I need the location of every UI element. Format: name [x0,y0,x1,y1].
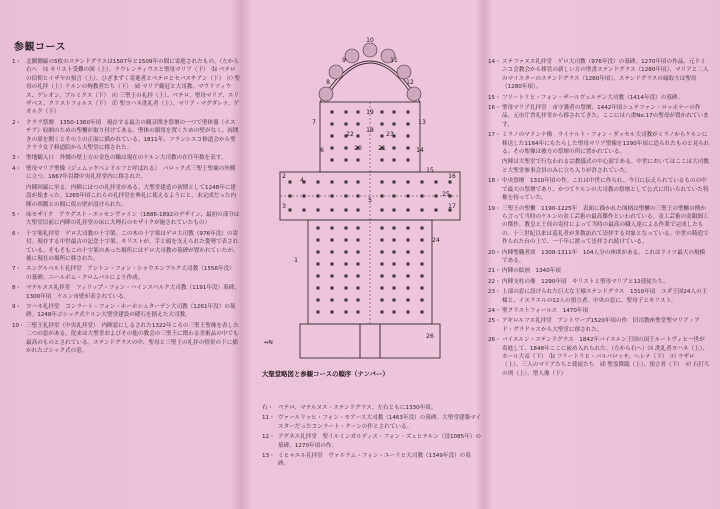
pillar [407,209,410,212]
item-text: 聖地観入口 外側の壁上方の金色の輪は現在のケルン大司教の在任年数を表す。 [26,155,227,162]
item-number: 24・ [488,307,501,314]
pillar [381,239,384,242]
pillar [357,299,360,302]
item-number: 13・ [262,453,275,460]
pillar [407,287,410,290]
pillar [357,135,360,138]
plan-number-label: 1 [294,257,298,264]
item-number: 8・ [12,285,22,292]
chapel [329,65,343,79]
pillar [421,239,424,242]
pillar [381,263,384,266]
pillar [289,209,292,212]
pillar [381,287,384,290]
pillar [345,287,348,290]
pillar [345,111,348,114]
pillar [393,275,396,278]
item-number: 25・ [488,318,501,325]
pillar [345,181,348,184]
pillar [381,275,384,278]
chapel [407,87,421,101]
plan-number-label: 13 [418,119,426,126]
list-item [12,119,240,153]
pillar [357,287,360,290]
item-text: ステファヌス礼拝堂 ゲロ大司教（976年没）の墓碑。1270年頃の作品。元ドミニコ会教会から移管の新しい方の聖書ステンドグラス（1280年頃）、マリアと二人のマイスターのステンドグラス（1280年頃）、ステンドグラスの縁取りは聖母（1280年頃）。 [502,59,709,91]
pillar [407,227,410,230]
plan-number-label: 8 [326,79,330,86]
item-number: 3・ [12,155,22,162]
item-text: バイエルン・ステンドグラス 1842年バイエルン王国の国王ルートヴィヒ一世が寄進して、1848年ここに嵌め入れられた。（左から右へ）⒜ 洗礼者ヨハネ（上）、カール大帝（下） ⒝ フリートリヒ・バルバロッサ、ヘレナ（下） ⒞ ラザロ（上）、三人のマリアたちと使徒たち ⒟ 聖霊降臨（上）、預言者（下） ⒠ 石打ちの刑（上）、聖人像（下） [502,337,710,377]
item-number: 14・ [488,59,501,65]
pillar [345,123,348,126]
item-number: 23・ [488,289,501,296]
chapel [363,43,377,57]
pillar [435,181,438,184]
list-item [488,131,710,156]
pillar [345,311,348,314]
item-text: ミヒャエル礼拝堂 ヴァルラム・フォン・ユーリヒ大司教（1349年没）の墓碑。 [278,453,471,468]
pillar [381,299,384,302]
list-item [488,58,710,92]
item-text: 聖母マリア聖像（ジェムックベンドルフと呼ばれる） バロック式三聖王聖廟の外側に立つ。1667年以降中央礼拝堂内に移された。 [26,165,236,181]
item-text: マテルヌス礼拝堂 フィリップ・フォン・ハインスベルク大司教（1191年没）墓碑。1300年頃 ケルン市壁が表されている。 [26,285,240,300]
pillar [407,299,410,302]
pillar [357,239,360,242]
left-column [12,0,244,509]
pillar [381,111,384,114]
pillar [381,123,384,126]
item-text: アギロルフス礼拝堂 アントワープ1520年頃の作 旧司教座聖堂聖マリア・アド・グラドゥスから大聖堂に移された。 [502,318,700,333]
west-portal [360,324,380,358]
item-text: クララ祭壇 1350-1360年頃 現存する最古の観音開き祭壇の一つで聖体器（ホスチア）収納のための聖櫃が取り付けてある。聖体の器用を置くための壁がなく、両開きの扉を開くとその上の正面に描かれている。1811年、フランシスコ修道会から聖クララ女子修道院から大聖堂に移された。 [26,119,239,152]
plan-number-label: 14 [416,147,424,154]
pillar [331,209,334,212]
pillar [357,227,360,230]
pillar [317,299,320,302]
pillar [393,181,396,184]
chapel [397,65,411,79]
list-item [488,278,710,286]
plan-number-label: 25 [442,191,450,198]
pillar [331,299,334,302]
pillar [331,311,334,314]
pillar [331,263,334,266]
list-item [488,94,710,102]
item-text: ミラノのマドンナ像 ライナルト・フォン・ダッセル大司教がミラノからケルンに移送した1164年にもたらした聖母マリア聖像を1290年頃に造られたものと見られる。その聖像は後方の祭壇の所に置かれている。 [502,132,710,156]
compass-north: ↔N [264,340,273,346]
pillar [345,299,348,302]
pillar [357,275,360,278]
list-item [488,158,710,175]
list-item [488,177,710,202]
pillar [421,209,424,212]
pillar [331,251,334,254]
item-text: ヴァールリッヒ・フォン・モアース大司教（1463年没）の墓碑。大聖堂建築マイスターだったコンラート・クーンの作とされている。 [278,415,482,430]
pillar [331,227,334,230]
pillar [317,311,320,314]
pillar [407,123,410,126]
pillar [407,275,410,278]
item-text: エングルベルト礼拝堂 アントン・フォン・シャウエンブルク大司教（1556年没）の墓碑。ニールボム・クロムバルにより作成。 [26,266,235,281]
pillar [407,181,410,184]
plan-number-label: 10 [366,37,374,44]
item-text: 内陣は大聖堂で行なわれる宗教儀式の中心部である。中世においてはここは大司教と大聖堂参事会員のみに立ち入りが許されていた。 [502,159,709,174]
item-number: 17・ [488,132,501,139]
item-number: 21・ [488,268,501,275]
pillar [407,263,410,266]
pillar [421,251,424,254]
item-number: 6・ [12,230,22,237]
pillar [331,181,334,184]
pillar [317,227,320,230]
list-item [488,288,710,305]
pillar [317,251,320,254]
item-number: 5・ [12,211,22,218]
plan-number-label: 21 [378,145,386,152]
item-text: フリートリヒ・フォン・ザールヴェルデン大司教（1414年没）の墓碑。 [502,94,684,101]
plan-number-label: 19 [366,109,374,116]
list-item [262,414,482,431]
pillar [393,299,396,302]
list-item [488,205,710,247]
item-text: 三聖王の聖櫃 1190-1225年 表面に描かれた図柄は聖櫃の三聖王の聖櫃の例から言って当時のケルンの金工芸術の最高傑作といわれている。金工芸術の金銀細工の傑作。教皇と王侯の寄付によって当時の最高の職人達による作業で完成したもの。十三世紀以来は巡礼者が多数訪れて崇拝する対象となっている。中世の鋳造で作られた台の上で、一千年に渡って崇拝され続けている。 [502,205,709,246]
pillar [421,181,424,184]
plan-number-label: 24 [432,237,440,244]
pillar [407,147,410,150]
item-number: 12・ [262,434,275,441]
pillar [357,209,360,212]
chapel [319,87,333,101]
list-item [12,303,240,320]
pillar [303,209,306,212]
pillar [421,263,424,266]
pillar [381,311,384,314]
plan-number-label: 11 [390,57,398,64]
plan-caption: 大聖堂略図と参観コースの順序（ナンバー） [262,370,389,378]
item-text: 中央祭壇 1310年頃の作。これは中世に作られ、今日に伝えられているものの中で最大の祭壇であり、かつてケルンの大司教の祭壇として公式に用いられていた特権を持っていた。 [502,178,709,202]
page-title: 参観コース [14,42,66,53]
item-number: 4・ [12,165,22,172]
pillar [393,147,396,150]
item-text: 三聖王礼拝堂（中央礼拝堂） 内陣窓にしるされた1322年ころの三聖王聖像を表した二つの窓がある。従来は大聖堂およびその他の教会の三聖王に関わる美術品の中でも最高のものとされている。ステンドグラスの中、聖母と三聖王の礼拝の情景の下に描かれたゴシック式の窓。 [26,322,239,354]
item-number: 19・ [488,205,501,212]
item-text: 内陣回廊に至る。内陣にはつの礼拝堂がある。大聖堂建造の初期として1248年に建設が始まった。1265年頃これらの礼拝堂を典礼に使えるようにと、未完成だった内陣の西側との間に仮の壁が設けられた。 [26,184,237,208]
pillar [331,275,334,278]
item-number: 7・ [12,266,22,273]
pillar [381,227,384,230]
item-text: 内陣聖職者席 1308-1311年 104人分の座席がある。これはドイツ最大の規模である。 [502,249,706,264]
pillar [317,287,320,290]
pillar [393,263,396,266]
north-tower [300,324,360,358]
pillar [357,159,360,162]
item-number: 20・ [488,249,501,256]
item-number: 22・ [488,278,501,285]
south-tower [380,324,440,358]
list-item [488,317,710,334]
pillar [407,159,410,162]
pillar [289,181,292,184]
list-item [488,104,710,129]
pillar [317,275,320,278]
pillar [345,251,348,254]
item-number: 18・ [488,178,501,185]
pillar [393,251,396,254]
plan-number-label: 5 [368,197,372,204]
pillar [421,287,424,290]
pillar [357,111,360,114]
item-text: 内陣支柱の像 1290年頃 キリストと聖母マリアと12使徒たち。 [502,278,669,285]
pillar [421,227,424,230]
pillar [317,181,320,184]
plan-number-label: 4 [300,177,304,184]
apse-outline [330,63,410,92]
pillar [331,239,334,242]
plan-number-label: 22 [346,131,354,138]
pillar [345,263,348,266]
pillar [393,311,396,314]
item-number: 26・ [488,337,501,344]
pillar [331,123,334,126]
list-item [488,249,710,266]
pillar [345,239,348,242]
plan-number-label: 2 [282,173,286,180]
pillar [331,159,334,162]
plan-number-label: 17 [448,203,456,210]
plan-number-label: 16 [448,173,456,180]
item-number: 16・ [488,105,501,112]
item-number: 11・ [262,415,275,422]
item-number: 9・ [12,303,22,310]
pillar [357,181,360,184]
pillar [407,311,410,314]
plan-number-label: 9 [342,57,346,64]
mid-notes-list [262,404,482,471]
list-item [262,404,482,412]
plan-number-label: 15 [426,167,434,174]
item-text: ペテロ、マテルヌス・ステンドグラス、左右ともに1330年頃。 [278,405,437,411]
list-item [12,58,240,117]
item-text: 聖母マリア礼拝堂 市守護者の祭壇、1442年頃シュテファン・ロッホナーの作品。元市庁舎礼拝堂から移されてきた。ここには八重No.17の聖母が置かれています。 [502,105,709,128]
pillar [317,209,320,212]
list-item [12,230,240,264]
list-item [12,184,240,209]
pillar [407,251,410,254]
item-text: ヨハネ礼拝堂 コンラート・フォン・ホーホシュターデン大司教（1261年没）の墓碑。1248年ゴシック式ケルン大聖堂建設の礎石を据えた大司教。 [26,303,236,319]
plan-number-label: 20 [354,145,362,152]
pillar [345,147,348,150]
chapel [345,49,359,63]
item-text: 北側側廊の5枚のステンドグラスは1507年と1509年の間に寄進されたもの。（左から右へ ⒜ キリスト受難の図（上）、ラウレンティウスと聖母マリア（下） ⒝ ペテロの信仰とイザヤの預言（上）、ひざまずく寄進者とペテロとセバスチアン（下） ⒞ 聖母の礼拝（上）ケルンの殉教者たち（下） ⒟ マリア戴冠と大司教、マウリツィウス、ゲレオン、ブルミクス（下） ⒠ 三聖王の礼拝（上）、ペテロ、聖母マリア、エリザベス、クリストフォルス（下） ⒡ 聖ヨハネ洗礼者（上）、マリア・マグダレナ、ゲオルク（下） [26,59,240,116]
pillar [381,135,384,138]
pillar [331,135,334,138]
list-item [12,322,240,356]
pillar [421,275,424,278]
plan-number-label: 18 [366,127,374,134]
pillar [345,227,348,230]
right-item-list [488,58,710,380]
pillar [381,209,384,212]
plan-number-label: 7 [312,119,316,126]
right-column [488,0,712,509]
plan-number-label: 26 [426,333,434,340]
item-text: アグネス礼拝堂 聖イルミンガルディス・フォン・ズュヒテルン（没1085年）の墓碑。1270年頃の作。 [278,434,481,449]
pillar [331,287,334,290]
pillar [393,159,396,162]
pillar [317,239,320,242]
pillar [393,209,396,212]
cathedral-floor-plan [270,32,470,362]
item-number [12,184,26,209]
list-item [12,154,240,162]
plan-number-label: 23 [386,131,394,138]
list-item [262,433,482,450]
item-number: 1・ [12,59,22,65]
pillar [331,147,334,150]
plan-number-label: 12 [406,79,414,86]
pillar [407,135,410,138]
pillar [449,181,452,184]
list-item [488,307,710,315]
pillar [345,209,348,212]
pillar [407,111,410,114]
pillar [357,311,360,314]
item-text: 十字架礼拝堂 ゲロ大司教の十字架。この木の十字架はゲロ大司教（976年没）の寄付。現存する中世最古の記念十字架。キリストが。手と頭を支えられた姿勢で表されている。そもそもこの十字架のあった場所にはゲロ大司教の墓碑が置かれていたが、後に現在の場所に移された。 [26,230,239,262]
item-number: 右・ [262,405,274,411]
list-item [12,265,240,282]
plan-number-label: 3 [282,203,286,210]
list-item [12,284,240,301]
left-item-list [12,58,240,357]
list-item [12,211,240,228]
plan-number-label: 6 [320,147,324,154]
pillar [393,227,396,230]
pillar [357,123,360,126]
item-number [488,158,502,175]
pillar [345,275,348,278]
item-text: 上部の窓に設けられた巨大な王様ステンドグラス 1310年頃 ユダ王国24人の王様と、イスラエルの12人の預言者。中央の窓に、聖母子とキリスト。 [502,289,708,304]
item-text: 聖クリストフォールス 1470年頃 [502,307,589,314]
pillar [381,159,384,162]
item-number: 15・ [488,94,501,101]
pillar [407,239,410,242]
item-text: 床モザイク アウグスト・エッセンヴァイン（1886-1892のデザイン、最初の部分は大聖堂以前に内陣の礼拝堂の床に大理石のモザイクが施されていたもの） [26,211,240,227]
item-number: 2・ [12,119,22,126]
list-item [262,452,482,469]
pillar [435,209,438,212]
pillar [421,311,424,314]
pillar [393,111,396,114]
pillar [345,159,348,162]
pillar [393,239,396,242]
pillar [421,299,424,302]
pillar [357,263,360,266]
pillar [357,251,360,254]
pillar [331,111,334,114]
list-item [12,165,240,182]
list-item [488,267,710,275]
pillar [317,263,320,266]
pillar [393,287,396,290]
pillar [381,181,384,184]
pillar [393,123,396,126]
list-item [488,336,710,378]
pillar [381,251,384,254]
item-text: 内陣の絵画 1340年頃 [502,268,561,275]
item-number: 10・ [12,322,25,329]
